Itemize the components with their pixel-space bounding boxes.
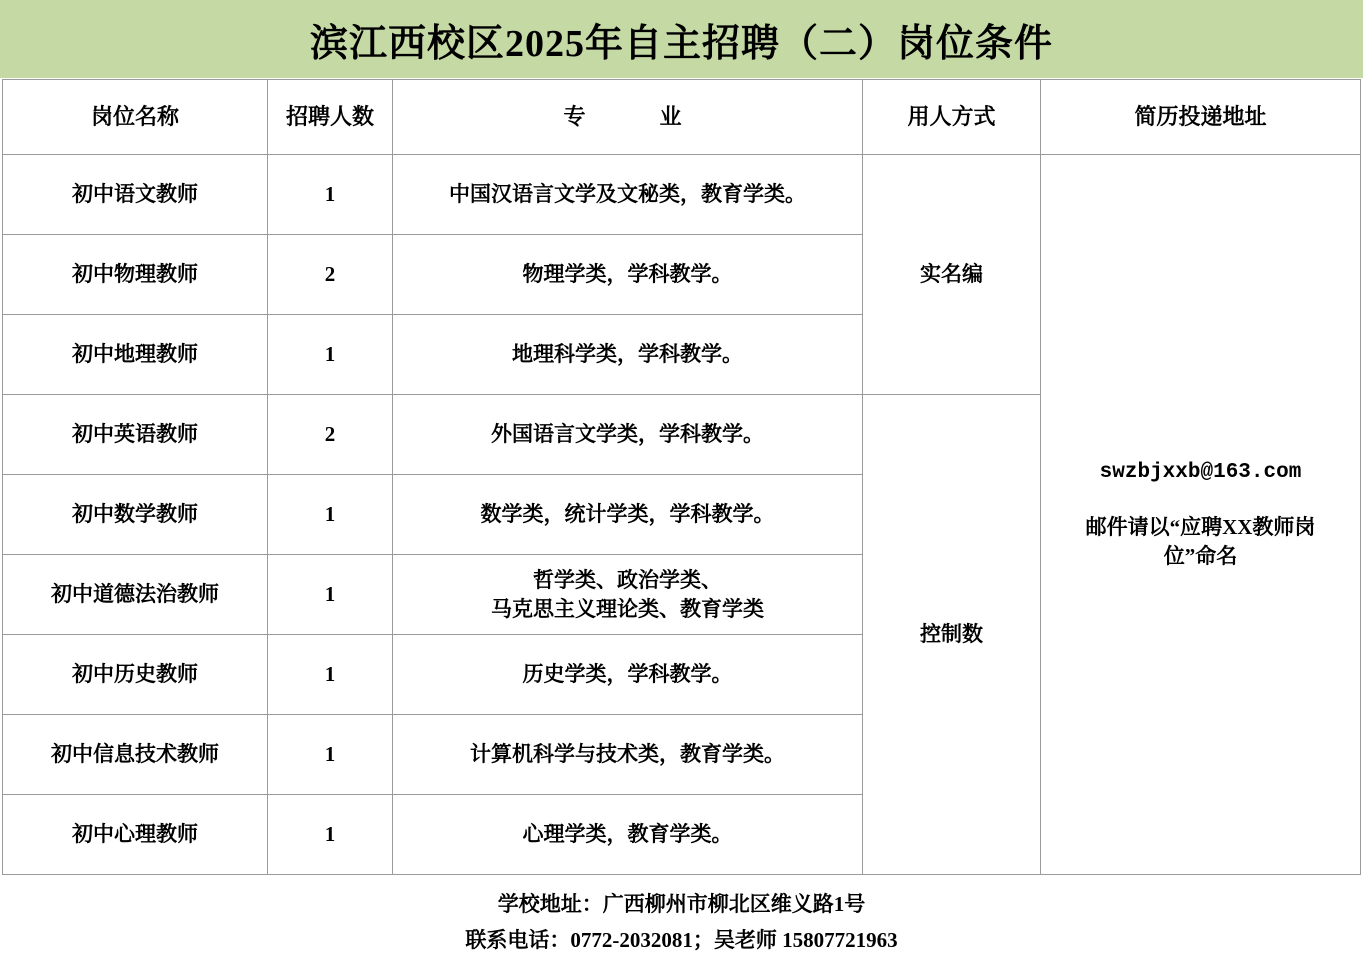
cell-post: 初中语文教师 — [3, 155, 268, 235]
cell-major-line2: 马克思主义理论类、教育学类 — [491, 596, 764, 621]
cell-number: 1 — [268, 555, 393, 635]
cell-number: 1 — [268, 155, 393, 235]
header-major: 专 业 — [393, 80, 863, 155]
cell-number: 1 — [268, 475, 393, 555]
table-header-row — [3, 80, 1361, 155]
cell-major: 计算机科学与技术类，教育学类。 — [393, 715, 863, 795]
cell-post: 初中英语教师 — [3, 395, 268, 475]
cell-major: 数学类，统计学类，学科教学。 — [393, 475, 863, 555]
document-title-bar — [0, 0, 1363, 78]
cell-number: 1 — [268, 715, 393, 795]
recruitment-table — [2, 79, 1361, 875]
page-title: 滨江西校区2025年自主招聘（二）岗位条件 — [309, 22, 1053, 65]
footer-phone: 联系电话：0772-2032081；吴老师 15807721963 — [465, 928, 898, 953]
cell-mode-2: 控制数 — [863, 395, 1041, 875]
mail-note: 邮件请以“应聘XX教师岗位”命名 — [1085, 515, 1316, 568]
header-number: 招聘人数 — [268, 80, 393, 155]
footer-address: 学校地址：广西柳州市柳北区维义路1号 — [497, 891, 866, 916]
header-mode: 用人方式 — [863, 80, 1041, 155]
cell-post: 初中心理教师 — [3, 795, 268, 875]
cell-number: 2 — [268, 395, 393, 475]
cell-post: 初中信息技术教师 — [3, 715, 268, 795]
cell-post: 初中数学教师 — [3, 475, 268, 555]
mail-address: swzbjxxb@163.com — [1099, 460, 1302, 484]
cell-major-line1: 哲学类、政治学类、 — [533, 568, 722, 593]
header-mail: 简历投递地址 — [1041, 80, 1361, 155]
cell-major: 中国汉语言文学及文秘类，教育学类。 — [393, 155, 863, 235]
cell-post: 初中物理教师 — [3, 235, 268, 315]
cell-major: 地理科学类，学科教学。 — [393, 315, 863, 395]
cell-major: 心理学类，教育学类。 — [393, 795, 863, 875]
cell-number: 1 — [268, 795, 393, 875]
cell-mode-1: 实名编 — [863, 155, 1041, 395]
cell-number: 2 — [268, 235, 393, 315]
cell-major: 外国语言文学类，学科教学。 — [393, 395, 863, 475]
cell-post: 初中道德法治教师 — [3, 555, 268, 635]
cell-number: 1 — [268, 635, 393, 715]
header-post: 岗位名称 — [3, 80, 268, 155]
footer-contact — [0, 886, 1363, 960]
table-row — [3, 155, 1361, 235]
cell-post: 初中地理教师 — [3, 315, 268, 395]
cell-mail — [1041, 155, 1361, 875]
cell-number: 1 — [268, 315, 393, 395]
cell-major: 历史学类，学科教学。 — [393, 635, 863, 715]
cell-major — [393, 555, 863, 635]
cell-post: 初中历史教师 — [3, 635, 268, 715]
cell-major: 物理学类，学科教学。 — [393, 235, 863, 315]
